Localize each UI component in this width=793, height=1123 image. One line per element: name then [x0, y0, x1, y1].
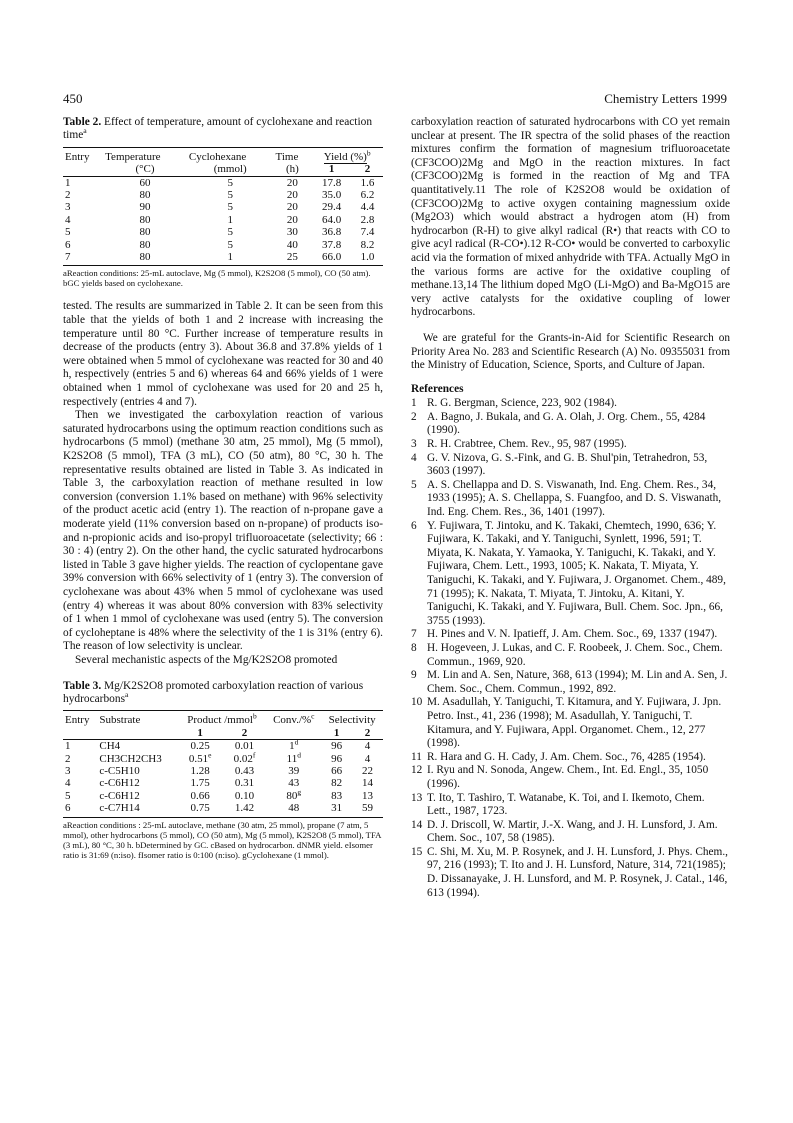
- table2-row: [63, 226, 383, 238]
- reference-text: I. Ryu and N. Sonoda, Angew. Chem., Int. Ed. Engl., 35, 1050 (1996).: [427, 764, 709, 790]
- table3-cell-s1: [321, 740, 352, 753]
- table3-cell-s1: [321, 790, 352, 802]
- table3-value: c-C5H10: [99, 764, 140, 777]
- table3-cell-s2: [352, 777, 383, 789]
- t3-h-selectivity: Selectivity: [328, 714, 376, 727]
- journal-title: Chemistry Letters 1999: [604, 91, 727, 106]
- reference-text: H. Hogeveen, J. Lukas, and C. F. Roobeek, J. Chem. Soc., Chem. Commun., 1969, 920.: [427, 641, 723, 668]
- table3-cell-sub: [97, 740, 177, 753]
- table3-value: 0.31: [234, 777, 255, 790]
- t3-h-p2: 2: [241, 726, 248, 739]
- table2-row: [63, 239, 383, 251]
- t2-h-time: Time: [275, 150, 299, 163]
- reference-text: R. H. Crabtree, Chem. Rev., 95, 987 (1995).: [427, 438, 627, 451]
- table3-cell-e: [63, 777, 97, 789]
- reference-number: 8: [411, 641, 417, 654]
- reference-text: H. Pines and V. N. Ipatieff, J. Am. Chem. Soc., 69, 1337 (1947).: [427, 628, 718, 641]
- table2-row: [63, 176, 383, 189]
- table2-cell: 40: [286, 238, 298, 251]
- t2-h-entry: Entry: [65, 150, 90, 163]
- t3-h-substrate: Substrate: [99, 714, 141, 727]
- table3-cell-s1: [321, 777, 352, 789]
- table2-cell: 2.8: [360, 213, 375, 226]
- t2-h-yield-sup: b: [366, 148, 371, 158]
- reference-item: [411, 452, 730, 479]
- table3-cell-sub: [97, 777, 177, 789]
- table2-cell: 5: [227, 238, 233, 251]
- table3-cell-conv: [266, 765, 321, 777]
- table2-cell: 1: [227, 251, 233, 264]
- reference-number: 11: [411, 750, 422, 763]
- table3-cell-e: [63, 753, 97, 765]
- table3-value: 4: [364, 752, 371, 765]
- table2-cell: 30: [286, 226, 298, 239]
- table3-cell-p1: [178, 765, 223, 777]
- table3-value: 4: [364, 740, 371, 753]
- reference-item: [411, 628, 730, 642]
- table3-value: 39: [288, 764, 300, 777]
- table3-value: 1.42: [234, 802, 255, 815]
- table3-value: 80: [286, 789, 298, 802]
- table3-value: CH3CH2CH3: [99, 752, 162, 765]
- reference-text: D. J. Driscoll, W. Martir, J.-X. Wang, and J. H. Lunsford, J. Am. Chem. Soc., 107, 58 (1985).: [427, 818, 718, 845]
- table3-cell-e: [63, 740, 97, 753]
- table3-cell-p2: [223, 749, 267, 765]
- table3-cell-s2: [352, 765, 383, 777]
- reference-text: M. Lin and A. Sen, Nature, 368, 613 (1994); M. Lin and A. Sen, J. Chem. Soc., Chem. Commun., 1992, 892.: [427, 669, 728, 695]
- table3-caption: [63, 680, 383, 707]
- t3-h-product-label: Product /mmol: [187, 714, 253, 727]
- table3-footnote-mark: d: [297, 749, 301, 759]
- reference-text: R. G. Bergman, Science, 223, 902 (1984).: [427, 397, 617, 410]
- table3-cell-p2: [223, 777, 267, 789]
- reference-item: [411, 479, 730, 520]
- table3-cell-s2: [352, 802, 383, 814]
- table3-cell-sub: [97, 790, 177, 802]
- table2-cell: 5: [227, 189, 233, 202]
- table3-value: 0.10: [234, 789, 255, 802]
- reference-item: [411, 669, 730, 696]
- table2-cell: 20: [286, 189, 298, 202]
- table2-cell: 1: [227, 213, 233, 226]
- table3-cell-p2: [223, 765, 267, 777]
- t3-h-p1: 1: [197, 726, 203, 739]
- table2-cell: 80: [139, 213, 151, 226]
- left-paragraph-1: tested. The results are summarized in Table 2. It can be seen from this table that the yields of both 1 and 2 increase with increasing the temperature until 80 °C. Further increase of temperature results in decrease of the products (entry 3). About 36.8 and 37.8% yields of 1 were obtained when 5 mmol of cyclohexane was reacted for 30 and 40 h, respectively (entries 5 and 6) whereas 64 and 66% yields of 1 were obtained when 1 mmol of cyclohexane was used for 20 and 25 h, respectively (entries 4 and 7).: [63, 300, 383, 408]
- reference-item: [411, 792, 730, 819]
- reference-number: 13: [411, 791, 423, 804]
- table3-value: c-C7H14: [99, 802, 140, 815]
- t2-h-cyclo-unit: (mmol): [213, 163, 247, 176]
- references-list: [411, 397, 730, 900]
- table3-cell-conv: [266, 777, 321, 789]
- page-number: 450: [63, 91, 83, 106]
- table3-cell-p1: [178, 777, 223, 789]
- table3-cell-p1: [178, 802, 223, 814]
- table3-value: c-C6H12: [99, 777, 140, 790]
- table3-cell-p2: [223, 790, 267, 802]
- table3-cell-s2: [352, 753, 383, 765]
- table3-value: 0.25: [190, 740, 210, 753]
- table3-value: 0.75: [190, 802, 210, 815]
- table2-cell: 80: [139, 238, 151, 251]
- table2-row: [63, 189, 383, 201]
- table3-cell-sub: [97, 753, 177, 765]
- t2-h-y1: 1: [328, 163, 335, 176]
- table2-cell: 5: [227, 176, 233, 189]
- table2-cell: 6: [65, 238, 71, 251]
- reference-number: 5: [411, 478, 417, 491]
- table3-row: [63, 740, 383, 753]
- reference-number: 10: [411, 696, 423, 709]
- table2-caption-text: Effect of temperature, amount of cyclohexane and reaction time: [63, 116, 373, 142]
- table2-cell: 1.6: [360, 176, 375, 189]
- reference-number: 1: [411, 397, 417, 410]
- table2-row: [63, 201, 383, 213]
- table3-cell-conv: [266, 749, 321, 765]
- reference-number: 14: [411, 818, 423, 831]
- t3-h-s2: 2: [364, 726, 371, 739]
- table3-value: 6: [65, 802, 71, 815]
- t2-h-temp: Temperature: [105, 150, 161, 163]
- reference-item: [411, 438, 730, 452]
- table3-row: [63, 765, 383, 777]
- table3-cell-p1: [178, 740, 223, 753]
- table3-value: 43: [288, 777, 300, 790]
- table3-footnote-mark: e: [208, 749, 212, 759]
- reference-number: 3: [411, 438, 417, 451]
- right-paragraph-1: carboxylation reaction of saturated hydrocarbons with CO yet remain unclear at present. The IR spectra of the solid phases of the reaction mixtures confirm the formation of magnesium trifluoroacetate (CF3COO)2Mg and MgO in the reaction mixtures. In fact (CF3COO)2Mg is formed in the reaction of Mg and TFA quantitatively.11 The role of K2S2O8 would be oxidation of (CF3COO)2Mg to active oxygen containing magnessium oxide (Mg2O3) which would abstract a hydrogen atom (H) from hydrocarbon (R-H) to give alkyl radical (R•) that reacts with CO to give acyl radical (R-CO•).12 R-CO• would be converted to carboxylic acid via the formation of mixed anhydride with TFA. Actually MgO in the various forms are active for the oxidative coupling of methane.13,14 The lithium doped MgO (Li-MgO) and Ba-MgO15 are very active catalysts for the oxidative coupling of lower hydrocarbons.: [411, 116, 730, 319]
- table3-cell-sub: [97, 765, 177, 777]
- table3-value: CH4: [99, 740, 121, 753]
- reference-text: A. S. Chellappa and D. S. Viswanath, Ind. Eng. Chem. Res., 34, 1933 (1995); A. S. Chellappa, S. Fuangfoo, and D. S. Viswanath, Ind. Eng. Chem. Res., 36, 1401 (1997).: [427, 478, 722, 519]
- table2-cell: 5: [65, 226, 71, 239]
- reference-text: M. Asadullah, Y. Taniguchi, T. Kitamura, and Y. Fujiwara, J. Jpn. Petro. Inst., 41, 236 (1998); M. Asadullah, Y. Taniguchi, T. Kitamura, and Y. Fujiwara, Appl. Organomet. Chem., 12, 277 (1998).: [427, 696, 722, 750]
- table3-caption-text: Mg/K2S2O8 promoted carboxylation reaction of various hydrocarbons: [63, 679, 364, 705]
- table3-value: 2: [65, 752, 71, 765]
- table3-cell-e: [63, 790, 97, 802]
- table3-footnote-mark: d: [294, 737, 299, 747]
- t2-h-y2: 2: [364, 163, 371, 176]
- table3-cell-s1: [321, 802, 352, 814]
- reference-text: C. Shi, M. Xu, M. P. Rosynek, and J. H. Lunsford, J. Phys. Chem., 97, 216 (1993); T. Ito and J. H. Lunsford, Nature, 314, 721(1985); D. Dissanayake, J. H. Lunsford, and M. P. Rosynek, J. Catal., 146, 613 (1994).: [427, 845, 728, 899]
- reference-text: R. Hara and G. H. Cady, J. Am. Chem. Soc., 76, 4285 (1954).: [427, 750, 706, 763]
- table3-value: 13: [362, 789, 374, 802]
- table3-value: 5: [65, 789, 71, 802]
- table3-footnote-mark: f: [252, 749, 256, 759]
- reference-number: 7: [411, 628, 417, 641]
- reference-item: [411, 846, 730, 900]
- table3-cell-s2: [352, 740, 383, 753]
- table2-cell: 17.8: [322, 176, 342, 189]
- table2-cell: 5: [227, 226, 233, 239]
- table2: [63, 147, 383, 264]
- table3-caption-label: Table 3.: [63, 679, 102, 692]
- table3-row: [63, 802, 383, 814]
- reference-number: 4: [411, 451, 417, 464]
- reference-number: 6: [411, 519, 417, 532]
- table3-value: 83: [331, 789, 343, 802]
- table3-value: 0.66: [190, 789, 210, 802]
- references-heading: References: [411, 382, 464, 395]
- table2-cell: 37.8: [322, 238, 342, 251]
- table3-value: 59: [362, 802, 374, 815]
- table2-cell: 36.8: [322, 226, 342, 239]
- table3-value: 4: [65, 777, 71, 790]
- table3-value: 1: [65, 740, 71, 753]
- table3-cell-s1: [321, 753, 352, 765]
- table3-footnote: aReaction conditions : 25-mL autoclave, methane (30 atm, 25 mmol), propane (7 atm, 5 mmol), other hydrocarbons (5 mmol), CO (50 atm), Mg (5 mmol), K2S2O8 (5 mmol), TFA (3 mL), 80 °C, 30 h. bDetermined by GC. cBased on hydrocarbon. dNMR yield. eIsomer ratio is 31:69 (n:iso). fIsomer ratio is 0:100 (n:iso). gCyclohexane (1 mmol).: [63, 817, 383, 860]
- reference-text: Y. Fujiwara, T. Jintoku, and K. Takaki, Chemtech, 1990, 636; Y. Fujiwara, K. Takaki, and Y. Taniguchi, Synlett, 1996, 591; T. Miyata, K. Nakata, Y. Yamaoka, Y. Taniguchi, K. Takaki, and Y. Fujiwara, Chem. Lett., 1993, 1005; K. Nakata, T. Miyata, Y. Taniguchi, K. Takaki, and Y. Fujiwara, J. Organomet. Chem., 489, 71 (1995); K. Nakata, T. Miyata, T. Jintoku, A. Kitani, Y. Taniguchi, K. Takaki, and Y. Fujiwara, Bull. Chem. Soc. Jpn., 66, 3755 (1993).: [427, 519, 726, 627]
- t3-h-product-sup: b: [252, 711, 257, 721]
- table3-cell-s1: [321, 765, 352, 777]
- table3-cell-e: [63, 802, 97, 814]
- table2-caption-sup: a: [83, 126, 87, 136]
- reference-item: [411, 764, 730, 791]
- table2-cell: 25: [286, 251, 298, 264]
- table3-cell-conv: [266, 787, 321, 802]
- table3-value: 31: [331, 802, 343, 815]
- table3-value: 0.02: [233, 752, 253, 765]
- table2-cell: 90: [139, 201, 151, 214]
- acknowledgment: We are grateful for the Grants-in-Aid for Scientific Research on Priority Area No. 283 and Scientific Research (A) No. 09355031 from the Ministry of Education, Science, Sports, and Culture of Japan.: [411, 331, 730, 372]
- table2-cell: 64.0: [322, 213, 342, 226]
- t3-h-conv: [266, 711, 321, 727]
- table2-body: [63, 176, 383, 263]
- right-column: [411, 116, 730, 900]
- table2-cell: 20: [286, 176, 298, 189]
- table3-cell-p2: [223, 740, 267, 753]
- table2-cell: 7.4: [360, 226, 375, 239]
- table2-row: [63, 214, 383, 226]
- t2-h-time-unit: (h): [286, 163, 299, 176]
- table3-value: 0.43: [234, 764, 255, 777]
- t3-h-product: [178, 711, 267, 727]
- reference-text: T. Ito, T. Tashiro, T. Watanabe, K. Toi, and I. Ikemoto, Chem. Lett., 1987, 1723.: [427, 791, 705, 818]
- table3-value: 22: [362, 764, 374, 777]
- table2-cell: 80: [139, 251, 151, 264]
- table3-cell-conv: [266, 802, 321, 814]
- table3-body: [63, 737, 383, 815]
- t2-h-yield-label: Yield (%): [323, 150, 367, 163]
- t3-h-conv-label: Conv./%: [273, 714, 312, 727]
- reference-item: [411, 819, 730, 846]
- table2-cell: 66.0: [322, 251, 342, 264]
- reference-text: A. Bagno, J. Bukala, and G. A. Olah, J. Org. Chem., 55, 4284 (1990).: [427, 410, 706, 437]
- table2-cell: 35.0: [322, 189, 342, 202]
- table3-cell-conv: [266, 737, 321, 753]
- left-paragraph-2: Then we investigated the carboxylation reaction of various saturated hydrocarbons using the optimum reaction conditions such as hydrocarbons (5 mmol) (methane 30 atm, 25 mmol), Mg (5 mmol), K2S2O8 (5 mmol), TFA (3 mL), CO (50 atm), 80 °C, 30 h. The representative results obtained are listed in Table 3. As indicated in Table 3, the carboxylation reaction of methane resulted in low conversion (conversion 1.1% based on methane) with 96% selectivity of the product acetic acid (entry 1). The reaction of n-propane gave a moderate yield (11% conversion based on n-propane) of products iso- and n-propionic acids and iso-propyl trifluoroacetate (selectivity; 66 : 30 : 4) (entry 2). On the other hand, the cyclic saturated hydrocarbons listed in Table 3 gave higher yields. The reaction of cyclopentane gave 39% conversion with 66% selectivity of 1 (entry 3). The conversion of cyclohexane was about 43% when 5 mmol of cyclohexane was used (entry 4) whereas it was about 80% conversion with 83% selectivity of 1 when 1 mmol of cyclohexane was used (entry 5). The conversion of cycloheptane is 48% where the selectivity of the 1 is 31% (entry 6). The reason of low selectivity is unclear.: [63, 409, 383, 653]
- table2-cell: 80: [139, 189, 151, 202]
- table2-cell: 29.4: [322, 201, 342, 214]
- reference-item: [411, 696, 730, 750]
- table3-value: 1.75: [190, 777, 210, 790]
- reference-item: [411, 411, 730, 438]
- reference-item: [411, 397, 730, 411]
- table3-value: c-C6H12: [99, 789, 140, 802]
- table3-cell-sub: [97, 802, 177, 814]
- reference-number: 12: [411, 764, 423, 777]
- table2-cell: 80: [139, 226, 151, 239]
- reference-number: 2: [411, 410, 417, 423]
- table2-cell: 5: [227, 201, 233, 214]
- table3-row: [63, 777, 383, 789]
- table3-caption-sup: a: [125, 690, 129, 700]
- table3-value: 0.01: [234, 740, 255, 753]
- t3-h-entry: Entry: [65, 714, 90, 727]
- table2-cell: 6.2: [360, 189, 375, 202]
- reference-number: 15: [411, 845, 423, 858]
- table2-cell: 1.0: [360, 251, 375, 264]
- t3-h-s1: 1: [333, 726, 340, 739]
- table3-cell-p1: [178, 749, 223, 765]
- table3-cell-p2: [223, 802, 267, 814]
- table3-value: 11: [286, 752, 298, 765]
- table3-value: 96: [331, 752, 343, 765]
- table3-cell-p1: [178, 790, 223, 802]
- left-paragraph-3: Several mechanistic aspects of the Mg/K2S2O8 promoted: [75, 653, 338, 666]
- table2-cell: 20: [286, 213, 298, 226]
- table3-cell-s2: [352, 790, 383, 802]
- table3-value: 66: [331, 764, 343, 777]
- table2-cell: 2: [65, 189, 71, 202]
- t2-h-yield: [311, 147, 383, 163]
- reference-item: [411, 520, 730, 629]
- table2-caption: [63, 116, 383, 143]
- table2-cell: 20: [286, 201, 298, 214]
- table3-footnote-mark: g: [297, 787, 302, 797]
- table3-value: 1: [289, 740, 295, 753]
- reference-text: G. V. Nizova, G. S.-Fink, and G. B. Shul'pin, Tetrahedron, 53, 3603 (1997).: [427, 451, 708, 478]
- table3-row: [63, 790, 383, 802]
- table3-value: 3: [65, 764, 71, 777]
- left-column: [63, 116, 383, 860]
- table2-cell: 4: [65, 213, 71, 226]
- table2-cell: 60: [139, 176, 151, 189]
- table3-value: 48: [288, 802, 300, 815]
- reference-number: 9: [411, 669, 417, 682]
- table3-cell-e: [63, 765, 97, 777]
- table3-row: [63, 753, 383, 765]
- t3-h-conv-sup: c: [311, 711, 315, 721]
- table2-cell: 1: [65, 176, 71, 189]
- table3-value: 82: [331, 777, 343, 790]
- table2-cell: 4.4: [360, 201, 375, 214]
- table2-footnote: aReaction conditions: 25-mL autoclave, Mg (5 mmol), K2S2O8 (5 mmol), CO (50 atm). bGC yields based on cyclohexane.: [63, 265, 383, 288]
- table2-cell: 3: [65, 201, 71, 214]
- table3-value: 0.51: [188, 752, 209, 765]
- t2-h-temp-unit: (°C): [135, 163, 155, 176]
- table2-cell: 7: [65, 251, 71, 264]
- table3-value: 96: [331, 740, 343, 753]
- table3-value: 14: [362, 777, 374, 790]
- reference-item: [411, 642, 730, 669]
- reference-item: [411, 751, 730, 765]
- table2-cell: 8.2: [360, 238, 375, 251]
- table2-row: [63, 251, 383, 263]
- t2-h-cyclo: Cyclohexane: [188, 150, 247, 163]
- table3-value: 1.28: [190, 764, 210, 777]
- table2-caption-label: Table 2.: [63, 116, 102, 128]
- table3: [63, 710, 383, 814]
